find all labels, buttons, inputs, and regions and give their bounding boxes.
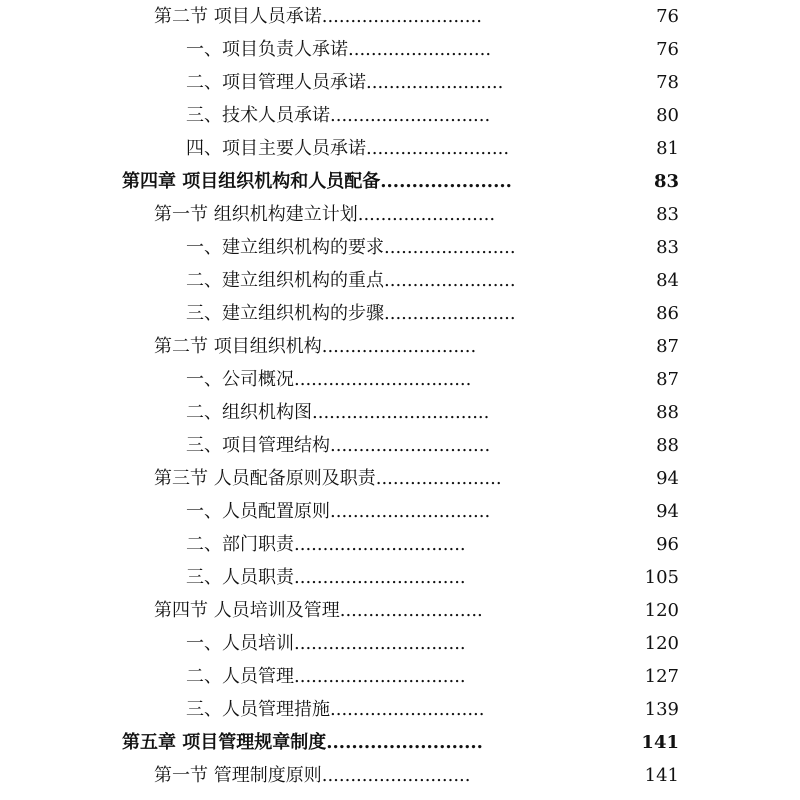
toc-entry-label: 第二节 项目人员承诺............................ <box>154 6 482 27</box>
toc-entry <box>0 759 800 792</box>
toc-entry <box>0 297 800 330</box>
toc-entry <box>0 330 800 363</box>
toc-entry <box>0 99 800 132</box>
toc-entry <box>0 462 800 495</box>
toc-entry-label: 三、技术人员承诺............................ <box>186 105 491 126</box>
toc-entry <box>0 528 800 561</box>
toc-entry <box>0 429 800 462</box>
toc-entry-page: 141 <box>641 732 679 753</box>
toc-entry-page: 87 <box>656 336 679 357</box>
toc-entry <box>0 198 800 231</box>
toc-entry-page: 94 <box>656 468 679 489</box>
toc-chapter-entry <box>0 726 800 759</box>
toc-entry-label: 三、人员职责.............................. <box>186 567 466 588</box>
toc-entry <box>0 660 800 693</box>
toc-entry <box>0 495 800 528</box>
toc-entry <box>0 594 800 627</box>
toc-entry <box>0 561 800 594</box>
toc-entry-label: 第四节 人员培训及管理......................... <box>154 600 483 621</box>
toc-entry-page: 139 <box>644 699 679 720</box>
toc-chapter-entry <box>0 165 800 198</box>
toc-entry-page: 88 <box>656 402 679 423</box>
toc-entry-label: 第三节 人员配备原则及职责...................... <box>154 468 502 489</box>
toc-entry <box>0 231 800 264</box>
toc-entry-label: 第一节 组织机构建立计划........................ <box>154 204 496 225</box>
toc-entry-page: 94 <box>656 501 679 522</box>
toc-entry <box>0 264 800 297</box>
toc-entry-label: 三、人员管理措施........................... <box>186 699 485 720</box>
toc-entry-page: 120 <box>644 633 679 654</box>
toc-entry-page: 78 <box>656 72 679 93</box>
toc-entry-label: 二、组织机构图............................... <box>186 402 490 423</box>
toc-entry-label: 二、人员管理.............................. <box>186 666 466 687</box>
toc-entry <box>0 33 800 66</box>
toc-entry-page: 86 <box>656 303 679 324</box>
toc-entry-label: 第一节 管理制度原则.......................... <box>154 765 471 786</box>
toc-entry-page: 76 <box>656 39 679 60</box>
toc-entry-page: 80 <box>656 105 679 126</box>
toc-entry-label: 一、人员配置原则............................ <box>186 501 491 522</box>
toc-entry-label: 四、项目主要人员承诺......................... <box>186 138 510 159</box>
toc-entry <box>0 693 800 726</box>
toc-entry-page: 83 <box>656 237 679 258</box>
toc-entry-page: 120 <box>644 600 679 621</box>
toc-entry <box>0 66 800 99</box>
toc-entry-label: 第二节 项目组织机构........................... <box>154 336 477 357</box>
toc-entry-page: 83 <box>653 171 679 192</box>
toc-entry <box>0 363 800 396</box>
toc-entry-label: 一、建立组织机构的要求....................... <box>186 237 516 258</box>
toc-entry <box>0 396 800 429</box>
toc-entry-page: 87 <box>656 369 679 390</box>
toc-entry-label: 一、人员培训.............................. <box>186 633 466 654</box>
toc-entry-page: 81 <box>656 138 679 159</box>
toc-entry-page: 127 <box>644 666 679 687</box>
toc-entry-label: 二、建立组织机构的重点....................... <box>186 270 516 291</box>
toc-entry-label: 一、项目负责人承诺......................... <box>186 39 492 60</box>
toc-entry <box>0 0 800 33</box>
toc-entry-page: 105 <box>644 567 679 588</box>
toc-entry-label: 一、公司概况............................... <box>186 369 472 390</box>
toc-entry-label: 三、项目管理结构............................ <box>186 435 491 456</box>
toc-entry-label: 二、项目管理人员承诺........................ <box>186 72 504 93</box>
toc-entry-page: 96 <box>656 534 679 555</box>
toc-entry-page: 83 <box>656 204 679 225</box>
toc-entry-page: 76 <box>656 6 679 27</box>
toc-entry <box>0 627 800 660</box>
toc-entry-label: 三、建立组织机构的步骤....................... <box>186 303 516 324</box>
toc-entry-page: 141 <box>644 765 679 786</box>
toc-entry-label: 二、部门职责.............................. <box>186 534 466 555</box>
toc-entry-label: 第四章 项目组织机构和人员配备..................... <box>122 171 512 192</box>
toc-entry <box>0 132 800 165</box>
toc-entry-page: 88 <box>656 435 679 456</box>
toc-entry-label: 第五章 项目管理规章制度......................... <box>122 732 483 753</box>
toc-entry-page: 84 <box>656 270 679 291</box>
